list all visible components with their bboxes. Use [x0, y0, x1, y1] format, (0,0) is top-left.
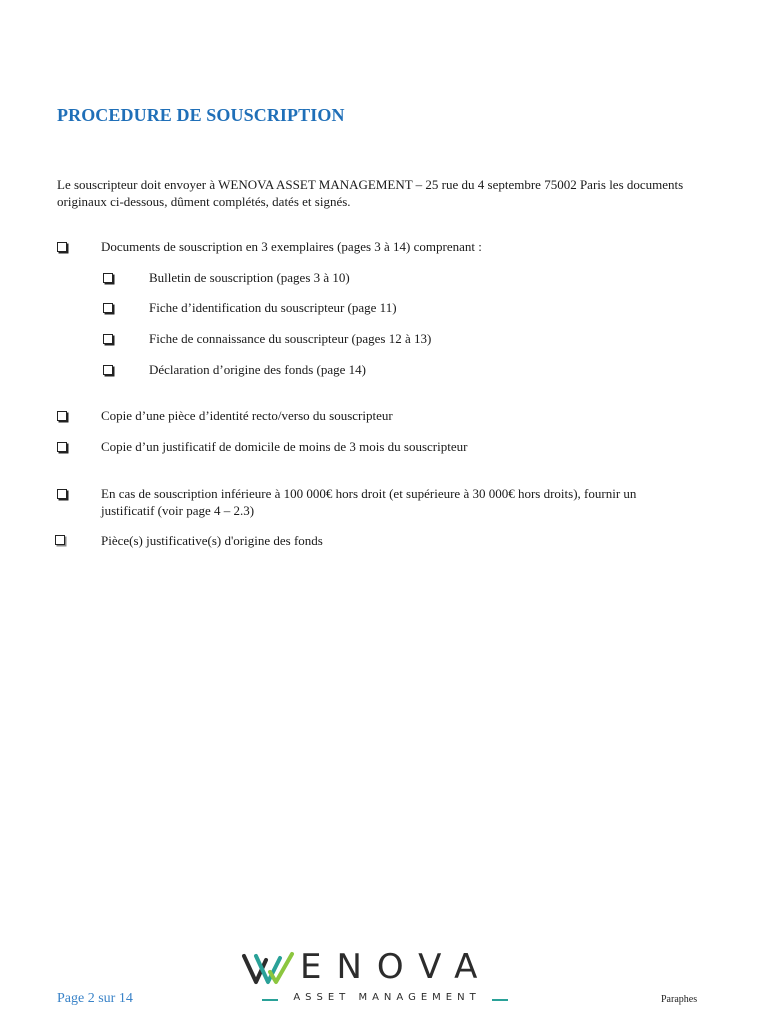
checklist-item-label: Documents de souscription en 3 exemplaires (pages 3 à 14) comprenant :	[101, 239, 482, 254]
wenova-w-mark-icon	[240, 950, 300, 988]
page-title: PROCEDURE DE SOUSCRIPTION	[57, 105, 345, 125]
logo-wordmark: ENOVA	[300, 947, 493, 987]
checkbox-icon[interactable]	[103, 365, 113, 375]
checkbox-icon[interactable]	[103, 273, 113, 283]
logo-dash-right	[492, 999, 508, 1001]
paraphes-label: Paraphes	[661, 994, 698, 1005]
checkbox-icon[interactable]	[103, 334, 113, 344]
checkbox-icon[interactable]	[57, 411, 67, 421]
logo-subtitle: ASSET MANAGEMENT	[293, 992, 481, 1003]
wenova-logo	[240, 948, 532, 1010]
checklist-item-label: En cas de souscription inférieure à 100 000€ hors droit (et supérieure à 30 000€ hors droits), fournir un justificatif (voir page 4 – 2.3)	[101, 486, 637, 518]
checkbox-icon[interactable]	[55, 535, 65, 545]
checkbox-icon[interactable]	[57, 442, 67, 452]
checkbox-icon[interactable]	[57, 242, 67, 252]
checklist-item-label: Pièce(s) justificative(s) d'origine des fonds	[101, 533, 323, 548]
checklist-subitem-label: Fiche d’identification du souscripteur (page 11)	[149, 300, 397, 315]
checkbox-icon[interactable]	[57, 489, 67, 499]
checklist-subitem-label: Bulletin de souscription (pages 3 à 10)	[149, 270, 350, 285]
intro-paragraph: Le souscripteur doit envoyer à WENOVA ASSET MANAGEMENT – 25 rue du 4 septembre 75002 Paris les documents originaux ci-dessous, dûment complétés, datés et signés.	[57, 177, 684, 209]
checklist-item-label: Copie d’un justificatif de domicile de moins de 3 mois du souscripteur	[101, 439, 468, 454]
page-number: Page 2 sur 14	[57, 991, 133, 1006]
checklist-subitem-label: Fiche de connaissance du souscripteur (pages 12 à 13)	[149, 331, 432, 346]
checkbox-icon[interactable]	[103, 303, 113, 313]
checklist-subitem-label: Déclaration d’origine des fonds (page 14)	[149, 362, 366, 377]
checklist-item-label: Copie d’une pièce d’identité recto/verso du souscripteur	[101, 408, 393, 423]
